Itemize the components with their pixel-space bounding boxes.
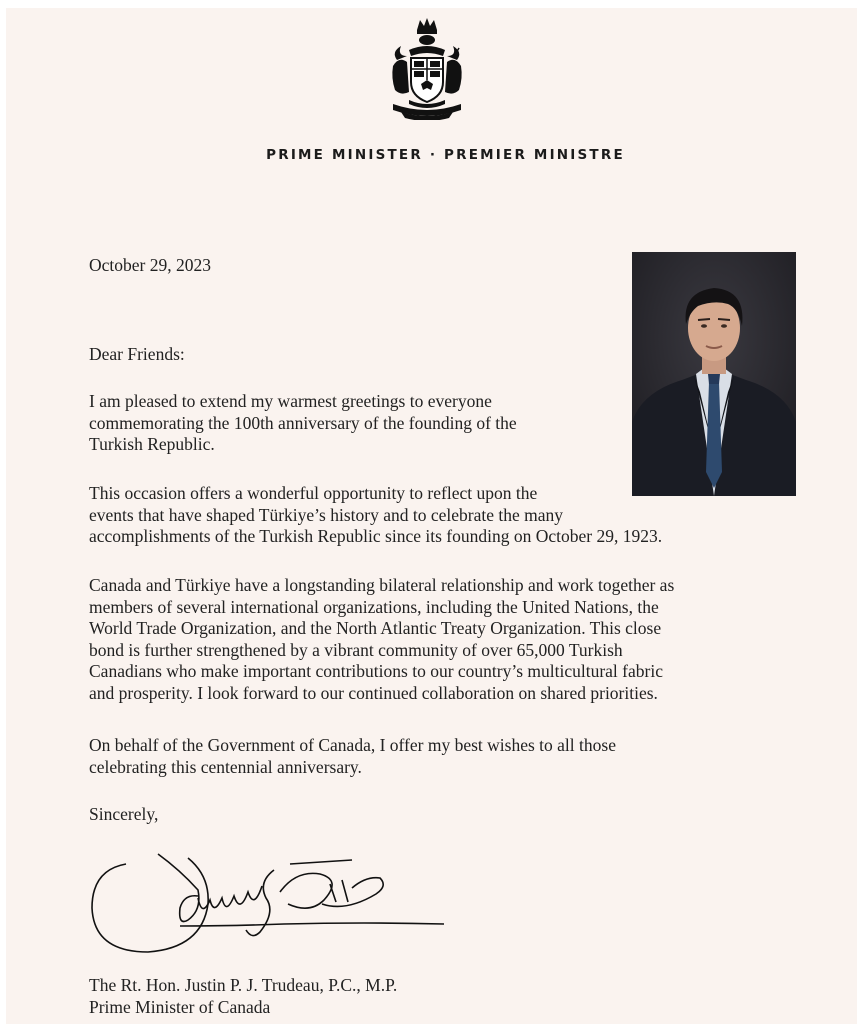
signatory-name: The Rt. Hon. Justin P. J. Trudeau, P.C., M.P. (89, 975, 398, 995)
paragraph-line: I am pleased to extend my warmest greetings to everyone (89, 391, 492, 411)
signatory-title: Prime Minister of Canada (89, 996, 271, 1017)
signature-block (89, 975, 397, 1018)
paragraph-line: celebrating this centennial anniversary. (89, 756, 362, 777)
portrait-photo (632, 252, 796, 496)
paragraph-line: bond is further strengthened by a vibrant community of over 65,000 Turkish (89, 639, 623, 660)
salutation: Dear Friends: (89, 344, 185, 364)
paragraph-1 (89, 391, 517, 456)
letterhead-office-title: PRIME MINISTER · PREMIER MINISTRE (266, 147, 625, 163)
paragraph-line: and prosperity. I look forward to our continued collaboration on shared priorities. (89, 682, 658, 703)
paragraph-line: This occasion offers a wonderful opportunity to reflect upon the (89, 483, 538, 503)
paragraph-3 (89, 575, 674, 704)
paragraph-line: commemorating the 100th anniversary of the founding of the (89, 412, 517, 433)
letter-page (6, 8, 857, 1024)
paragraph-line: members of several international organizations, including the United Nations, the (89, 596, 659, 617)
paragraph-line: Canada and Türkiye have a longstanding bilateral relationship and work together as (89, 575, 675, 595)
closing: Sincerely, (89, 804, 159, 824)
paragraph-line: events that have shaped Türkiye’s history and to celebrate the many (89, 504, 563, 525)
signature-icon (84, 840, 454, 960)
letter-date: October 29, 2023 (89, 255, 211, 275)
coat-of-arms-icon (387, 16, 467, 120)
paragraph-2 (89, 483, 662, 548)
paragraph-4 (89, 735, 616, 778)
paragraph-line: Canadians who make important contributions to our country’s multicultural fabric (89, 661, 663, 681)
paragraph-line: accomplishments of the Turkish Republic since its founding on October 29, 1923. (89, 526, 663, 546)
paragraph-line: Turkish Republic. (89, 434, 215, 454)
paragraph-line: World Trade Organization, and the North Atlantic Treaty Organization. This close (89, 618, 662, 638)
paragraph-line: On behalf of the Government of Canada, I offer my best wishes to all those (89, 735, 616, 755)
